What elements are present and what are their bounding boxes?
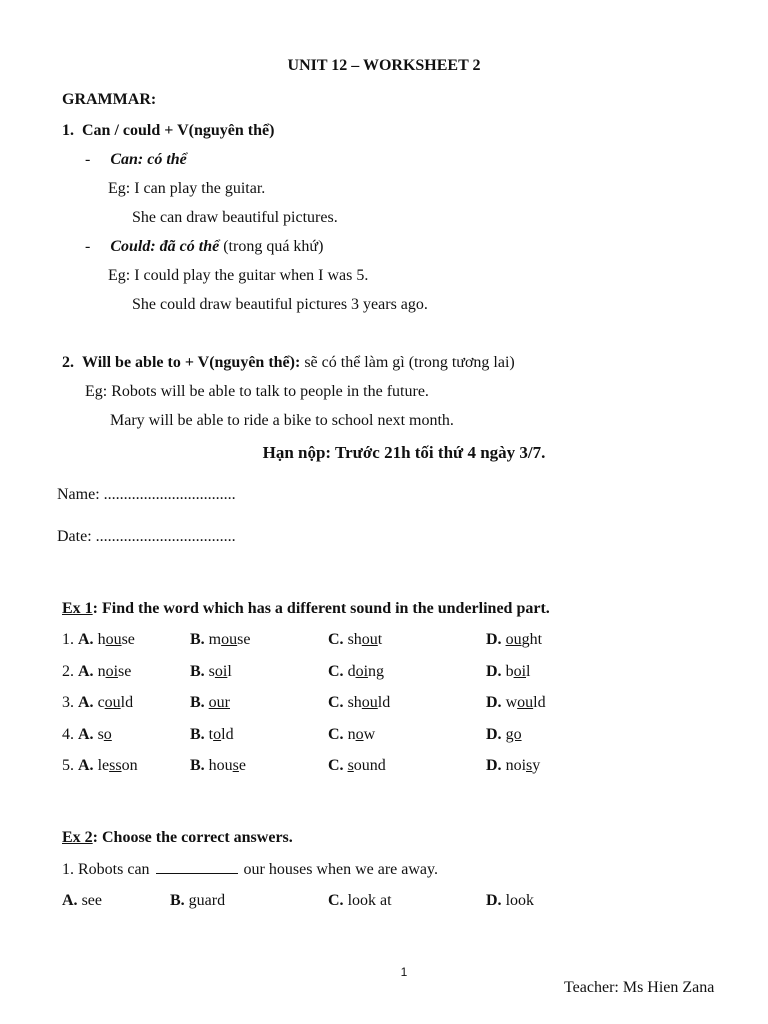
word-underlined-part: ou (505, 631, 522, 648)
can-example-1: Eg: I can play the guitar. (108, 180, 266, 197)
section-1-rule: Can / could + V(nguyên thể) (82, 122, 275, 139)
ex2-option-d-letter: D. (486, 892, 502, 909)
ex1-q4-option-a (62, 725, 112, 745)
section-1-title (62, 121, 274, 141)
option-letter: A. (78, 663, 94, 680)
section-1-number: 1. (62, 122, 74, 139)
option-letter: D. (486, 757, 502, 774)
word-suffix: ld (377, 694, 391, 711)
option-letter: B. (190, 726, 205, 743)
word-suffix: se (237, 631, 251, 648)
date-line: Date: ................................... (57, 528, 236, 545)
ex2-option-c-text: look at (347, 892, 392, 909)
ex1-q2-option-a (62, 662, 131, 682)
ex2-label: Ex 2 (62, 829, 93, 846)
ex2-option-b (170, 891, 225, 911)
could-note: (trong quá khứ) (219, 238, 324, 255)
ex1-q5-option-c (328, 756, 386, 776)
ex1-question-number: 2. (62, 663, 78, 680)
word-prefix: m (208, 631, 222, 648)
ex1-q1-option-a (62, 630, 135, 650)
word-underlined-part: ou (105, 631, 122, 648)
word-prefix: h (97, 631, 106, 648)
page-number: 1 (400, 965, 408, 979)
ex1-label: Ex 1 (62, 600, 93, 617)
can-dash: - (85, 151, 91, 168)
ex2-option-a (62, 891, 102, 911)
word-suffix: ound (353, 757, 386, 774)
could-label: Could: đã có thể (110, 238, 220, 255)
ex2-option-a-text: see (81, 892, 102, 909)
ex2-option-b-text: guard (188, 892, 226, 909)
word-suffix: on (121, 757, 138, 774)
can-definition (85, 150, 187, 170)
option-letter: C. (328, 631, 344, 648)
word-underlined-part: s (232, 757, 239, 774)
ex2-q1-blank (156, 859, 238, 874)
ex1-question-number: 4. (62, 726, 78, 743)
ex1-q2-option-b (190, 662, 232, 682)
word-suffix: t (377, 631, 383, 648)
word-underlined-part: oi (105, 663, 119, 680)
word-underlined-part: s (526, 757, 533, 774)
ex1-q1-option-c (328, 630, 382, 650)
word-underlined-part: o (355, 726, 364, 743)
word-prefix: sh (347, 631, 362, 648)
word-prefix: s (208, 663, 215, 680)
option-letter: D. (486, 663, 502, 680)
ex1-q1-option-b (190, 630, 250, 650)
could-example-1: Eg: I could play the guitar when I was 5. (108, 267, 369, 284)
word-underlined-part: s (347, 757, 354, 774)
ex2-q1-after: our houses when we are away. (239, 861, 438, 878)
ex1-q4-option-c (328, 725, 375, 745)
ex1-q4-option-d (486, 725, 522, 745)
option-letter: C. (328, 726, 344, 743)
ex2-option-c (328, 891, 392, 911)
ex1-q1-option-d (486, 630, 542, 650)
ex1-q4-option-b (190, 725, 234, 745)
word-underlined-part: ou (517, 694, 534, 711)
ex1-question-number: 5. (62, 757, 78, 774)
option-letter: C. (328, 757, 344, 774)
word-suffix: ng (368, 663, 385, 680)
word-suffix: e (238, 757, 247, 774)
option-letter: B. (190, 757, 205, 774)
word-suffix: l (227, 663, 232, 680)
word-suffix: ght (521, 631, 543, 648)
word-prefix: w (505, 694, 518, 711)
ex1-q3-option-a (62, 693, 133, 713)
word-underlined-part: oi (214, 663, 228, 680)
section-2-title (62, 353, 515, 373)
option-letter: A. (78, 694, 94, 711)
word-underlined-part: ou (361, 631, 378, 648)
ex2-option-d-text: look (505, 892, 535, 909)
ex2-question-1 (62, 859, 438, 880)
will-example-1: Eg: Robots will be able to talk to people in the future. (85, 383, 429, 400)
can-label: Can: có thể (110, 151, 187, 168)
word-prefix: sh (347, 694, 362, 711)
word-underlined-part: ou (104, 694, 121, 711)
word-suffix: ld (533, 694, 546, 711)
ex2-option-b-letter: B. (170, 892, 185, 909)
word-suffix: se (118, 663, 132, 680)
word-underlined-part: ss (109, 757, 122, 774)
option-letter: D. (486, 726, 502, 743)
option-letter: D. (486, 694, 502, 711)
ex2-option-a-letter: A. (62, 892, 78, 909)
ex1-q3-option-d (486, 693, 546, 713)
word-underlined-part: ou (361, 694, 378, 711)
could-example-2: She could draw beautiful pictures 3 years ago. (132, 296, 428, 313)
teacher-footer: Teacher: Ms Hien Zana (564, 979, 715, 996)
worksheet-title: UNIT 12 – WORKSHEET 2 (287, 57, 481, 74)
word-suffix: l (526, 663, 531, 680)
option-letter: B. (190, 631, 205, 648)
word-prefix: n (97, 663, 106, 680)
option-letter: D. (486, 631, 502, 648)
ex1-q2-option-d (486, 662, 530, 682)
word-underlined-part: oi (513, 663, 527, 680)
word-underlined-part: oi (355, 663, 369, 680)
word-prefix: s (97, 726, 104, 743)
word-underlined-part: go (505, 726, 522, 743)
grammar-heading: GRAMMAR: (62, 91, 157, 108)
can-example-2: She can draw beautiful pictures. (132, 209, 338, 226)
word-underlined-part: o (103, 726, 112, 743)
could-definition (85, 237, 323, 257)
could-dash: - (85, 238, 91, 255)
word-suffix: y (532, 757, 541, 774)
word-underlined-part: ou (221, 631, 238, 648)
ex1-instruction: : Find the word which has a different sound in the underlined part. (92, 600, 550, 617)
ex1-q2-option-c (328, 662, 384, 682)
word-underlined-part: o (213, 726, 222, 743)
ex2-heading (62, 828, 293, 848)
ex2-instruction: : Choose the correct answers. (92, 829, 293, 846)
word-suffix: ld (221, 726, 234, 743)
section-2-rule: Will be able to + V(nguyên thể): (82, 354, 301, 371)
word-prefix: n (347, 726, 356, 743)
ex1-question-number: 1. (62, 631, 78, 648)
option-letter: A. (78, 631, 94, 648)
word-prefix: noi (505, 757, 527, 774)
deadline-notice: Hạn nộp: Trước 21h tối thứ 4 ngày 3/7. (262, 443, 546, 462)
name-line: Name: ................................. (57, 486, 236, 503)
option-letter: C. (328, 663, 344, 680)
ex1-question-number: 3. (62, 694, 78, 711)
word-prefix: d (347, 663, 356, 680)
option-letter: B. (190, 663, 205, 680)
word-prefix: b (505, 663, 514, 680)
ex2-option-c-letter: C. (328, 892, 344, 909)
ex1-q5-option-a (62, 756, 138, 776)
ex1-q3-option-c (328, 693, 390, 713)
ex1-q3-option-b (190, 693, 230, 713)
option-letter: A. (78, 757, 94, 774)
word-prefix: le (97, 757, 110, 774)
word-suffix: w (363, 726, 376, 743)
word-suffix: ld (120, 694, 134, 711)
will-example-2: Mary will be able to ride a bike to school next month. (110, 412, 454, 429)
word-prefix: c (97, 694, 105, 711)
ex2-option-d (486, 891, 534, 911)
option-letter: B. (190, 694, 205, 711)
option-letter: A. (78, 726, 94, 743)
section-2-number: 2. (62, 354, 74, 371)
ex1-q5-option-d (486, 756, 540, 776)
word-prefix: hou (208, 757, 233, 774)
word-prefix: t (208, 726, 214, 743)
section-2-meaning: sẽ có thể làm gì (trong tương lai) (300, 354, 515, 371)
word-suffix: se (121, 631, 135, 648)
ex2-q1-before: 1. Robots can (62, 861, 154, 878)
ex1-heading (62, 599, 550, 619)
ex1-q5-option-b (190, 756, 246, 776)
option-letter: C. (328, 694, 344, 711)
word-underlined-part: our (208, 694, 230, 711)
